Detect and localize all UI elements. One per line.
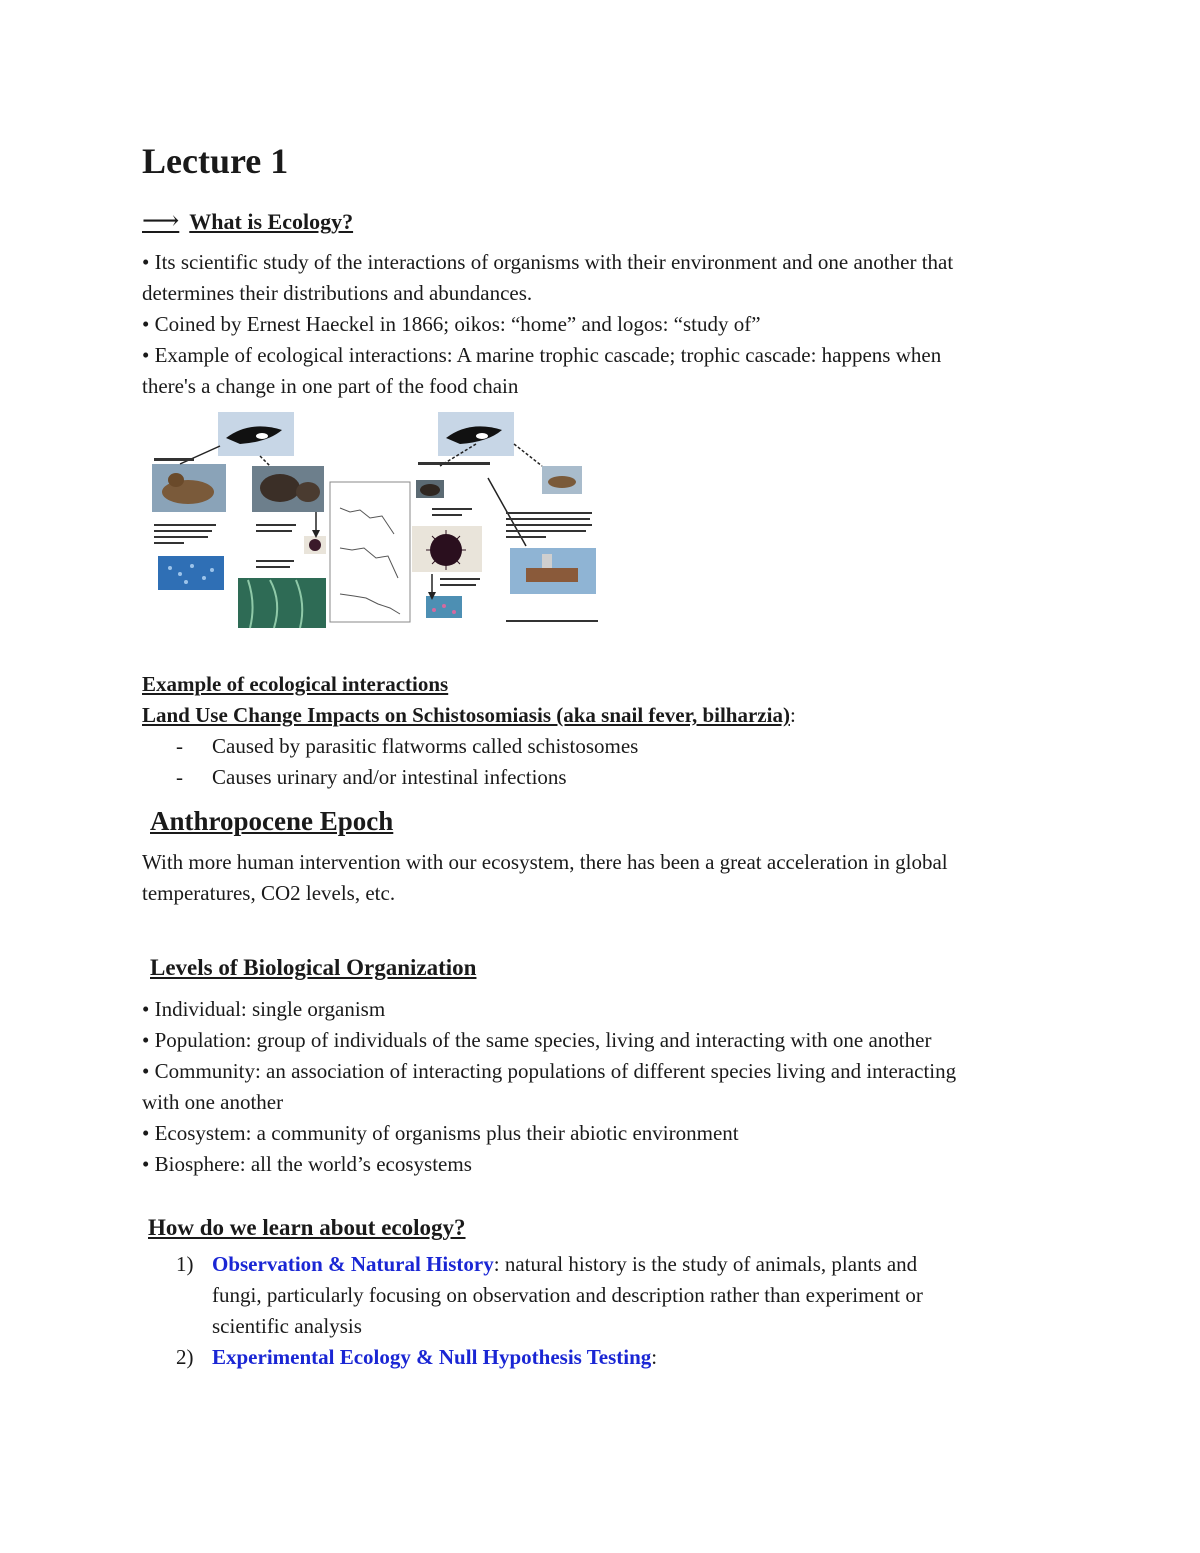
- learn-ecology-list: [176, 1249, 1076, 1373]
- list-item: • Community: an association of interacting populations of different species living and interacting: [142, 1059, 957, 1083]
- arrow-icon: ⟶: [142, 206, 180, 235]
- text-line: • Coined by Ernest Haeckel in 1866; oikos: “home” and logos: “study of”: [142, 312, 761, 336]
- ecology-definition-block: [142, 247, 953, 402]
- text-line: there's a change in one part of the food chain: [142, 374, 519, 398]
- population-chart-panel: [330, 482, 410, 622]
- text-line: With more human intervention with our ecosystem, there has been a great acceleration in global: [142, 850, 948, 874]
- text-line: • Its scientific study of the interactions of organisms with their environment and one another that: [142, 250, 954, 274]
- observation-term: Observation & Natural History: [212, 1252, 494, 1276]
- list-item: • Population: group of individuals of the same species, living and interacting with one another: [142, 1028, 932, 1052]
- list-item: • Individual: single organism: [142, 997, 386, 1021]
- list-item: - Causes urinary and/or intestinal infections: [176, 765, 567, 789]
- land-use-list: [176, 731, 876, 793]
- list-item: • Biosphere: all the world’s ecosystems: [142, 1152, 472, 1176]
- trophic-cascade-diagram: [150, 408, 605, 630]
- text-line: • Example of ecological interactions: A marine trophic cascade; trophic cascade: happens when: [142, 343, 942, 367]
- what-is-ecology-heading: ⟶ What is Ecology?: [142, 206, 354, 235]
- list-item: • Ecosystem: a community of organisms plus their abiotic environment: [142, 1121, 739, 1145]
- anthropocene-heading: Anthropocene Epoch: [150, 806, 394, 836]
- list-item: with one another: [142, 1090, 284, 1114]
- levels-heading: Levels of Biological Organization: [150, 955, 477, 980]
- levels-list: [142, 994, 956, 1180]
- trophic-cascade-figure: [150, 408, 605, 630]
- text-line: determines their distributions and abundances.: [142, 281, 533, 305]
- list-item: 1) Observation & Natural History: natural history is the study of animals, plants and fungi, particularly focusing on observation and description rather than experiment or scientific analysis: [176, 1252, 923, 1338]
- text-line: temperatures, CO2 levels, etc.: [142, 881, 396, 905]
- land-use-heading: Land Use Change Impacts on Schistosomiasis (aka snail fever, bilharzia):: [142, 703, 796, 727]
- experimental-term: Experimental Ecology & Null Hypothesis Testing: [212, 1345, 652, 1369]
- list-item: 2) Experimental Ecology & Null Hypothesis Testing:: [176, 1345, 658, 1369]
- example-interactions-heading: Example of ecological interactions: [142, 672, 449, 696]
- fish-school-photo: [158, 556, 224, 590]
- anthropocene-text: [142, 847, 948, 909]
- list-item: - Caused by parasitic flatworms called schistosomes: [176, 734, 639, 758]
- page-title: Lecture 1: [142, 141, 289, 181]
- learn-ecology-heading: How do we learn about ecology?: [148, 1215, 466, 1240]
